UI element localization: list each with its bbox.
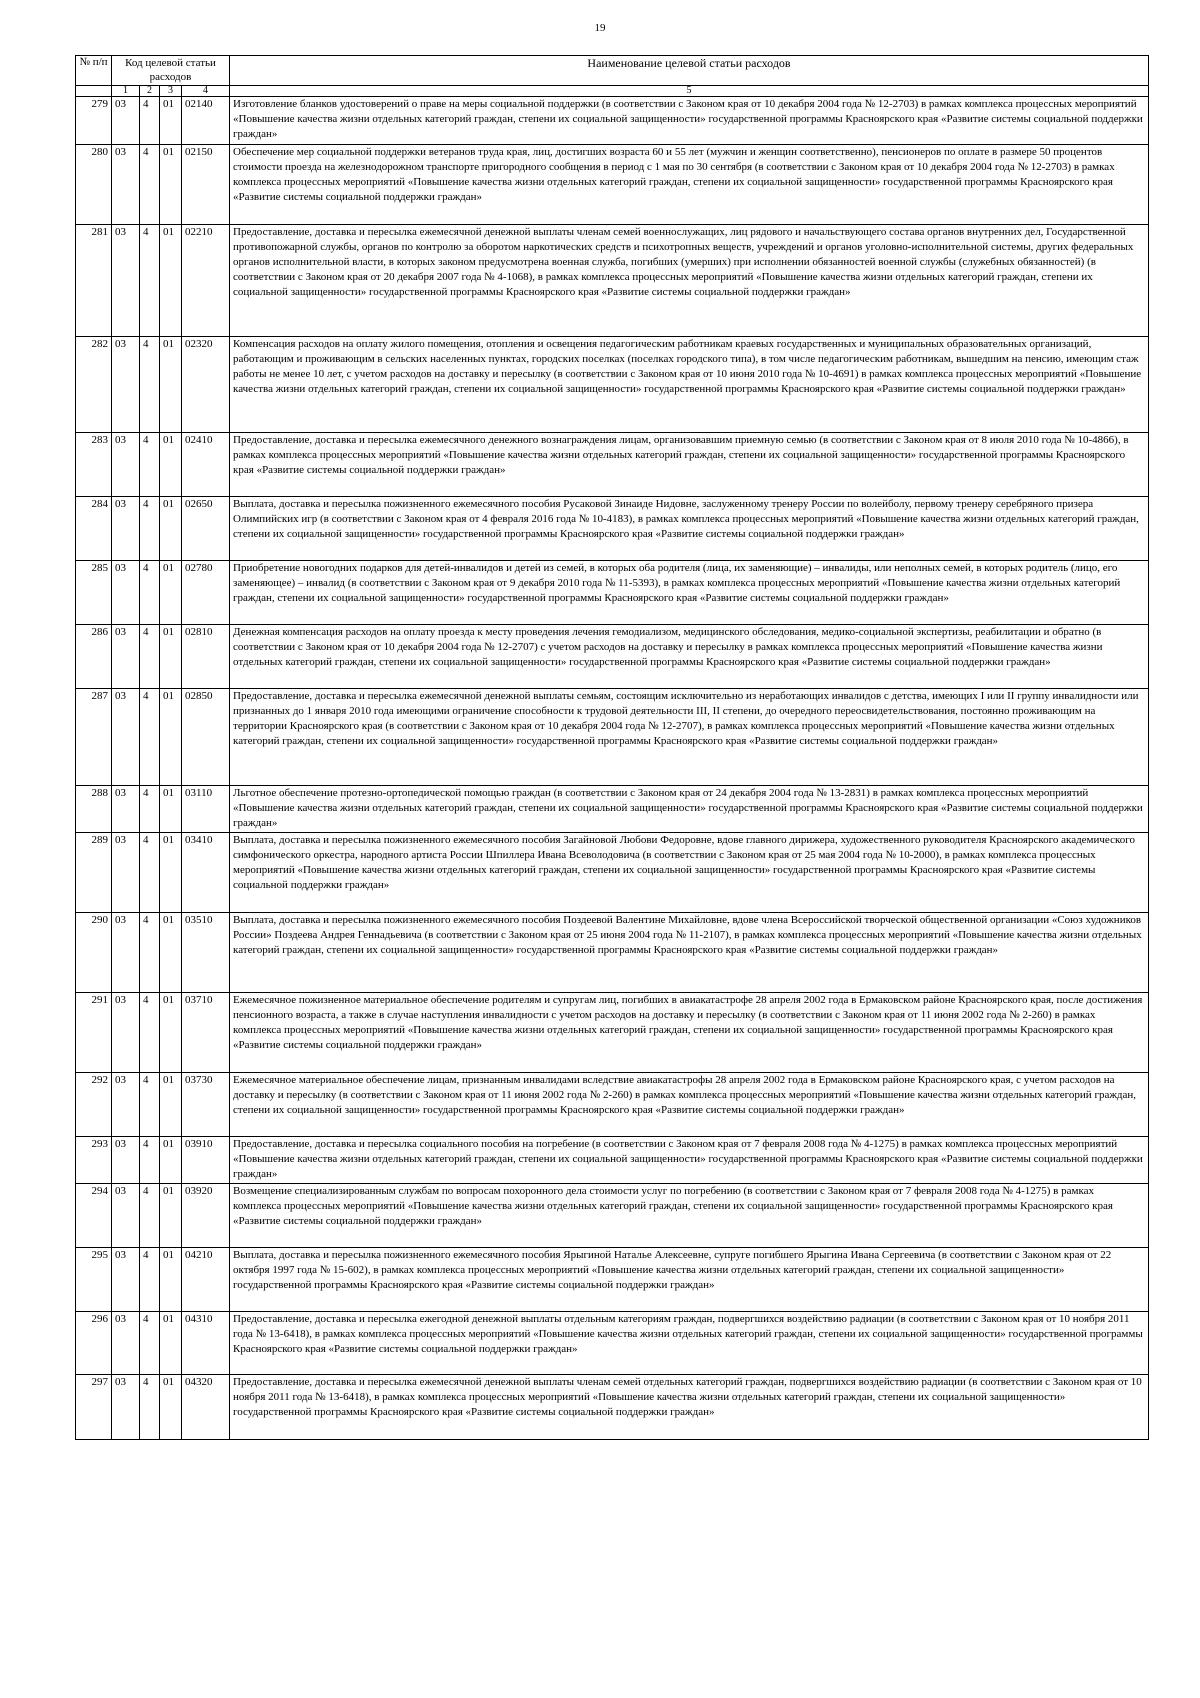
code-part-2: 4 [140, 1312, 160, 1375]
code-part-1: 03 [112, 433, 140, 497]
code-part-3: 01 [160, 1184, 182, 1248]
code-part-4: 02650 [182, 497, 230, 561]
code-part-3: 01 [160, 1312, 182, 1375]
code-part-4: 03730 [182, 1073, 230, 1137]
row-number: 284 [76, 497, 112, 561]
item-name: Возмещение специализированным службам по вопросам похоронного дела стоимости услуг по погребению (в соответствии с Законом края от 7 февраля 2008 года № 4-1275) в рамках комплекса процессных мероприятий «Повышение качества жизни отдельных категорий граждан, степени их социальной защищенности» государственной программы Красноярского края «Развитие системы социальной поддержки граждан» [230, 1184, 1149, 1248]
code-part-3: 01 [160, 833, 182, 913]
page-number: 19 [594, 22, 606, 34]
table-row [76, 1073, 1149, 1137]
row-number: 281 [76, 225, 112, 337]
row-number: 283 [76, 433, 112, 497]
item-name: Изготовление бланков удостоверений о праве на меры социальной поддержки (в соответствии с Законом края от 10 декабря 2004 года № 12-2703) в рамках комплекса процессных мероприятий «Повышение качества жизни отдельных категорий граждан, степени их социальной защищенности» государственной программы Красноярского края «Развитие системы социальной поддержки граждан» [230, 97, 1149, 145]
code-part-1: 03 [112, 1073, 140, 1137]
item-name: Выплата, доставка и пересылка пожизненного ежемесячного пособия Загайновой Любови Федоровне, вдове главного дирижера, художественного руководителя Красноярского академического симфонического оркестра, народного артиста России Шпиллера Ивана Всеволодовича (в соответствии с Законом края от 25 мая 2004 года № 10-2000), в рамках комплекса процессных мероприятий «Повышение качества жизни отдельных категорий граждан, степени их социальной защищенности» государственной программы Красноярского края «Развитие системы социальной поддержки граждан» [230, 833, 1149, 913]
column-number [76, 86, 112, 97]
budget-items-table [75, 55, 1149, 1440]
table-row [76, 1375, 1149, 1440]
code-part-2: 4 [140, 433, 160, 497]
table-row [76, 97, 1149, 145]
item-name: Ежемесячное материальное обеспечение лицам, признанным инвалидами вследствие авиакатастрофы 28 апреля 2002 года в Ермаковском районе Красноярского края, с учетом расходов на доставку и пересылку (в соответствии с Законом края от 11 июня 2002 года № 2-260) в рамках комплекса процессных мероприятий «Повышение качества жизни отдельных категорий граждан, степени их социальной защищенности» государственной программы Красноярского края «Развитие системы социальной поддержки граждан» [230, 1073, 1149, 1137]
item-name: Предоставление, доставка и пересылка ежемесячного денежного вознаграждения лицам, организовавшим приемную семью (в соответствии с Законом края от 8 июля 2010 года № 10-4866), в рамках комплекса процессных мероприятий «Повышение качества жизни отдельных категорий граждан, степени их социальной защищенности» государственной программы Красноярского края «Развитие системы социальной поддержки граждан» [230, 433, 1149, 497]
code-part-2: 4 [140, 833, 160, 913]
item-name: Компенсация расходов на оплату жилого помещения, отопления и освещения педагогическим работникам краевых государственных и муниципальных образовательных организаций, работающим и проживающим в сельских населенных пунктах, городских поселках (поселках городского типа), в том числе педагогическим работникам, вышедшим на пенсию, имеющим стаж работы не менее 10 лет, с учетом расходов на доставку и пересылку (в соответствии с Законом края от 10 июня 2010 года № 10-4691) в рамках комплекса процессных мероприятий «Повышение качества жизни отдельных категорий граждан, степени их социальной защищенности» государственной программы Красноярского края «Развитие системы социальной поддержки граждан» [230, 337, 1149, 433]
table-row [76, 833, 1149, 913]
code-part-1: 03 [112, 786, 140, 833]
row-number: 289 [76, 833, 112, 913]
code-part-4: 03910 [182, 1137, 230, 1184]
code-part-3: 01 [160, 561, 182, 625]
code-part-1: 03 [112, 497, 140, 561]
table-row [76, 1137, 1149, 1184]
item-name: Предоставление, доставка и пересылка ежемесячной денежной выплаты семьям, состоящим исключительно из неработающих инвалидов с детства, имеющих I или II группу инвалидности или признанных до 1 января 2010 года имеющими ограничение способности к трудовой деятельности III, II степени, до очередного переосвидетельствования, постоянно проживающим на территории Красноярского края (в соответствии с Законом края от 10 декабря 2004 года № 12-2707), в рамках комплекса процессных мероприятий «Повышение качества жизни отдельных категорий граждан, степени их социальной защищенности» государственной программы Красноярского края «Развитие системы социальной поддержки граждан» [230, 689, 1149, 786]
code-part-4: 03920 [182, 1184, 230, 1248]
code-part-2: 4 [140, 225, 160, 337]
code-part-2: 4 [140, 497, 160, 561]
code-part-2: 4 [140, 1184, 160, 1248]
table-row [76, 1184, 1149, 1248]
code-part-4: 04210 [182, 1248, 230, 1312]
code-part-1: 03 [112, 97, 140, 145]
row-number: 286 [76, 625, 112, 689]
row-number: 285 [76, 561, 112, 625]
code-part-1: 03 [112, 1248, 140, 1312]
column-numbers-row [76, 86, 1149, 97]
row-number: 287 [76, 689, 112, 786]
code-part-3: 01 [160, 433, 182, 497]
code-part-3: 01 [160, 1375, 182, 1440]
table-row [76, 993, 1149, 1073]
code-part-4: 03510 [182, 913, 230, 993]
column-number: 5 [230, 86, 1149, 97]
code-part-3: 01 [160, 225, 182, 337]
row-number: 296 [76, 1312, 112, 1375]
code-part-1: 03 [112, 913, 140, 993]
code-part-3: 01 [160, 1073, 182, 1137]
header-number: № п/п [76, 56, 112, 86]
code-part-2: 4 [140, 337, 160, 433]
table-row [76, 1248, 1149, 1312]
header-code: Код целевой статьи расходов [112, 56, 230, 86]
item-name: Предоставление, доставка и пересылка ежемесячной денежной выплаты членам семей отдельных категорий граждан, подвергшихся воздействию радиации (в соответствии с Законом края от 10 ноября 2011 года № 13-6418), в рамках комплекса процессных мероприятий «Повышение качества жизни отдельных категорий граждан, степени их социальной защищенности» государственной программы Красноярского края «Развитие системы социальной поддержки граждан» [230, 1375, 1149, 1440]
code-part-1: 03 [112, 337, 140, 433]
code-part-3: 01 [160, 145, 182, 225]
row-number: 295 [76, 1248, 112, 1312]
table-row [76, 433, 1149, 497]
code-part-1: 03 [112, 145, 140, 225]
code-part-1: 03 [112, 1184, 140, 1248]
item-name: Предоставление, доставка и пересылка ежегодной денежной выплаты отдельным категориям граждан, подвергшихся воздействию радиации (в соответствии с Законом края от 10 ноября 2011 года № 13-6418), в рамках комплекса процессных мероприятий «Повышение качества жизни отдельных категорий граждан, степени их социальной защищенности» государственной программы Красноярского края «Развитие системы социальной поддержки граждан» [230, 1312, 1149, 1375]
row-number: 291 [76, 993, 112, 1073]
code-part-2: 4 [140, 1248, 160, 1312]
header-name: Наименование целевой статьи расходов [230, 56, 1149, 86]
column-number: 2 [140, 86, 160, 97]
header-row [76, 56, 1149, 86]
item-name: Выплата, доставка и пересылка пожизненного ежемесячного пособия Поздеевой Валентине Михайловне, вдове члена Всероссийской творческой общественной организации «Союз художников России» Поздеева Андрея Геннадьевича (в соответствии с Законом края от 25 июня 2004 года № 11-2107), в рамках комплекса процессных мероприятий «Повышение качества жизни отдельных категорий граждан, степени их социальной защищенности» государственной программы Красноярского края «Развитие системы социальной поддержки граждан» [230, 913, 1149, 993]
item-name: Денежная компенсация расходов на оплату проезда к месту проведения лечения гемодиализом, медицинского обследования, медико-социальной экспертизы, реабилитации и обратно (в соответствии с Законом края от 10 декабря 2004 года № 12-2707) с учетом расходов на доставку и пересылку в рамках комплекса процессных мероприятий «Повышение качества жизни отдельных категорий граждан, степени их социальной защищенности» государственной программы Красноярского края «Развитие системы социальной поддержки граждан» [230, 625, 1149, 689]
code-part-1: 03 [112, 1375, 140, 1440]
code-part-2: 4 [140, 1375, 160, 1440]
item-name: Выплата, доставка и пересылка пожизненного ежемесячного пособия Русаковой Зинаиде Нидовне, заслуженному тренеру России по волейболу, первому тренеру серебряного призера Олимпийских игр (в соответствии с Законом края от 4 февраля 2016 года № 10-4183), в рамках комплекса процессных мероприятий «Повышение качества жизни отдельных категорий граждан, степени их социальной защищенности» государственной программы Красноярского края «Развитие системы социальной поддержки граждан» [230, 497, 1149, 561]
row-number: 282 [76, 337, 112, 433]
code-part-4: 02810 [182, 625, 230, 689]
code-part-3: 01 [160, 97, 182, 145]
code-part-3: 01 [160, 689, 182, 786]
row-number: 279 [76, 97, 112, 145]
code-part-3: 01 [160, 993, 182, 1073]
table-row [76, 225, 1149, 337]
code-part-3: 01 [160, 913, 182, 993]
row-number: 288 [76, 786, 112, 833]
code-part-2: 4 [140, 689, 160, 786]
item-name: Ежемесячное пожизненное материальное обеспечение родителям и супругам лиц, погибших в авиакатастрофе 28 апреля 2002 года в Ермаковском районе Красноярского края, после достижения пенсионного возраста, а также в случае наступления инвалидности с учетом расходов на доставку и пересылку (в соответствии с Законом края от 11 июня 2002 года № 2-260) в рамках комплекса процессных мероприятий «Повышение качества жизни отдельных категорий граждан, степени их социальной защищенности» государственной программы Красноярского края «Развитие системы социальной поддержки граждан» [230, 993, 1149, 1073]
code-part-4: 04320 [182, 1375, 230, 1440]
code-part-4: 03710 [182, 993, 230, 1073]
code-part-3: 01 [160, 497, 182, 561]
table-row [76, 689, 1149, 786]
code-part-1: 03 [112, 225, 140, 337]
code-part-1: 03 [112, 689, 140, 786]
code-part-3: 01 [160, 625, 182, 689]
code-part-2: 4 [140, 1073, 160, 1137]
code-part-1: 03 [112, 993, 140, 1073]
code-part-4: 02320 [182, 337, 230, 433]
code-part-4: 02140 [182, 97, 230, 145]
row-number: 290 [76, 913, 112, 993]
code-part-3: 01 [160, 786, 182, 833]
code-part-4: 03410 [182, 833, 230, 913]
table-row [76, 786, 1149, 833]
code-part-1: 03 [112, 1137, 140, 1184]
table-row [76, 625, 1149, 689]
table-row [76, 337, 1149, 433]
code-part-2: 4 [140, 1137, 160, 1184]
table-row [76, 913, 1149, 993]
table-row [76, 1312, 1149, 1375]
code-part-1: 03 [112, 1312, 140, 1375]
code-part-4: 02410 [182, 433, 230, 497]
code-part-3: 01 [160, 337, 182, 433]
code-part-2: 4 [140, 786, 160, 833]
code-part-4: 02150 [182, 145, 230, 225]
column-number: 1 [112, 86, 140, 97]
item-name: Выплата, доставка и пересылка пожизненного ежемесячного пособия Ярыгиной Наталье Алексеевне, супруге погибшего Ярыгина Ивана Сергеевича (в соответствии с Законом края от 22 октября 1997 года № 15-602), в рамках комплекса процессных мероприятий «Повышение качества жизни отдельных категорий граждан, степени их социальной защищенности» государственной программы Красноярского края «Развитие системы социальной поддержки граждан» [230, 1248, 1149, 1312]
code-part-2: 4 [140, 97, 160, 145]
code-part-4: 03110 [182, 786, 230, 833]
code-part-2: 4 [140, 913, 160, 993]
column-number: 3 [160, 86, 182, 97]
item-name: Обеспечение мер социальной поддержки ветеранов труда края, лиц, достигших возраста 60 и 55 лет (мужчин и женщин соответственно), пенсионеров по оплате в размере 50 процентов стоимости проезда на железнодорожном транспорте пригородного сообщения в период с 1 мая по 30 сентября (в соответствии с Законом края от 10 декабря 2004 года № 12-2703) в рамках комплекса процессных мероприятий «Повышение качества жизни отдельных категорий граждан, степени их социальной защищенности» государственной программы Красноярского края «Развитие системы социальной поддержки граждан» [230, 145, 1149, 225]
row-number: 280 [76, 145, 112, 225]
row-number: 293 [76, 1137, 112, 1184]
row-number: 292 [76, 1073, 112, 1137]
row-number: 297 [76, 1375, 112, 1440]
code-part-2: 4 [140, 993, 160, 1073]
code-part-4: 02210 [182, 225, 230, 337]
code-part-3: 01 [160, 1137, 182, 1184]
row-number: 294 [76, 1184, 112, 1248]
column-number: 4 [182, 86, 230, 97]
item-name: Льготное обеспечение протезно-ортопедической помощью граждан (в соответствии с Законом края от 24 декабря 2004 года № 13-2831) в рамках комплекса процессных мероприятий «Повышение качества жизни отдельных категорий граждан, степени их социальной защищенности» государственной программы Красноярского края «Развитие системы социальной поддержки граждан» [230, 786, 1149, 833]
code-part-4: 04310 [182, 1312, 230, 1375]
item-name: Предоставление, доставка и пересылка социального пособия на погребение (в соответствии с Законом края от 7 февраля 2008 года № 4-1275) в рамках комплекса процессных мероприятий «Повышение качества жизни отдельных категорий граждан, степени их социальной защищенности» государственной программы Красноярского края «Развитие системы социальной поддержки граждан» [230, 1137, 1149, 1184]
code-part-2: 4 [140, 145, 160, 225]
code-part-4: 02850 [182, 689, 230, 786]
code-part-2: 4 [140, 561, 160, 625]
code-part-2: 4 [140, 625, 160, 689]
code-part-3: 01 [160, 1248, 182, 1312]
code-part-4: 02780 [182, 561, 230, 625]
table-row [76, 145, 1149, 225]
code-part-1: 03 [112, 833, 140, 913]
item-name: Предоставление, доставка и пересылка ежемесячной денежной выплаты членам семей военнослужащих, лиц рядового и начальствующего состава органов внутренних дел, Государственной противопожарной службы, органов по контролю за оборотом наркотических средств и психотропных веществ, учреждений и органов уголовно-исполнительной системы, других федеральных органов исполнительной власти, в которых законом предусмотрена военная служба, погибших (умерших) при исполнении обязанностей военной службы (служебных обязанностей) (в соответствии с Законом края от 20 декабря 2007 года № 4-1068), в рамках комплекса процессных мероприятий «Повышение качества жизни отдельных категорий граждан, степени их социальной защищенности» государственной программы Красноярского края «Развитие системы социальной поддержки граждан» [230, 225, 1149, 337]
table-row [76, 561, 1149, 625]
code-part-1: 03 [112, 625, 140, 689]
item-name: Приобретение новогодних подарков для детей-инвалидов и детей из семей, в которых оба родителя (лица, их заменяющие) – инвалиды, или неполных семей, в которых родитель (лицо, его заменяющее) – инвалид (в соответствии с Законом края от 9 декабря 2010 года № 11-5393), в рамках комплекса процессных мероприятий «Повышение качества жизни отдельных категорий граждан, степени их социальной защищенности» государственной программы Красноярского края «Развитие системы социальной поддержки граждан» [230, 561, 1149, 625]
table-row [76, 497, 1149, 561]
code-part-1: 03 [112, 561, 140, 625]
